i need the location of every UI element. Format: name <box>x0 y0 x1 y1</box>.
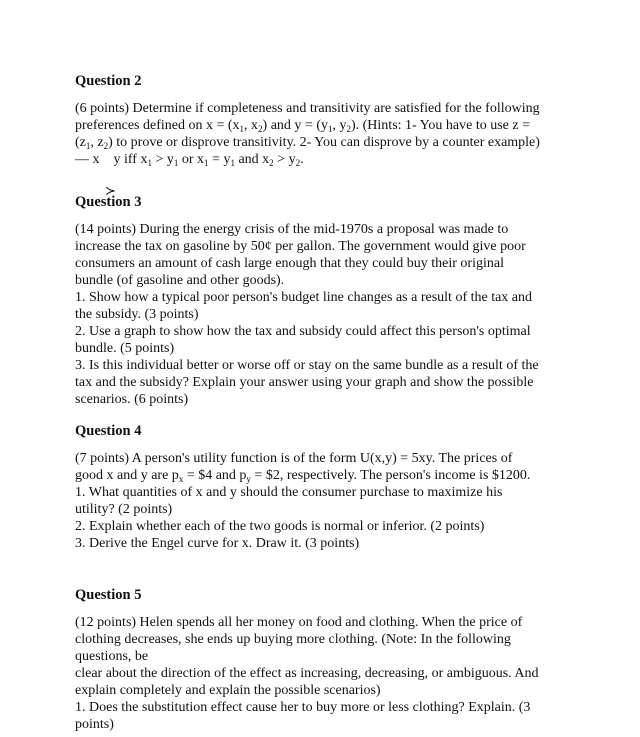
question-5-line: (12 points) Helen spends all her money on food and clothing. When the price of <box>75 615 523 630</box>
question-2-line-3: ($z_1$, $z_2$) to prove or disprove transitivity. 2- You can disprove by a counter example) <box>75 135 540 151</box>
question-3-title: Question 3 <box>75 194 142 210</box>
question-3-line: 2. Use a graph to show how the tax and subsidy could affect this person's optimal <box>75 324 531 339</box>
question-5-line: explain completely and explain the possible scenarios) <box>75 683 381 698</box>
question-3-line: 3. Is this individual better or worse off or stay on the same bundle as a result of the <box>75 358 539 373</box>
question-4 <box>75 423 575 552</box>
question-2-title: Question 2 <box>75 73 142 89</box>
question-2 <box>75 73 575 168</box>
question-5-line: points) <box>75 717 114 732</box>
question-4-line-1: (7 points) A person's utility function is of the form U(x,y) = 5xy. The prices of <box>75 451 513 466</box>
question-5-title: Question 5 <box>75 587 142 603</box>
question-5-line: 1. Does the substitution effect cause her to buy more or less clothing? Explain. (3 <box>75 700 531 715</box>
question-4-line: 3. Derive the Engel curve for x. Draw it. (3 points) <box>75 536 360 551</box>
question-5 <box>75 587 575 733</box>
question-4-line: 2. Explain whether each of the two goods is normal or inferior. (2 points) <box>75 519 485 534</box>
question-3-line: bundle. (5 points) <box>75 341 175 356</box>
question-3-line: tax and the subsidy? Explain your answer using your graph and show the possible <box>75 375 534 390</box>
question-3-line: increase the tax on gasoline by 50¢ per gallon. The government would give poor <box>75 239 526 254</box>
question-3-line: the subsidy. (3 points) <box>75 307 199 322</box>
question-3-line: (14 points) During the energy crisis of the mid-1970s a proposal was made to <box>75 222 509 237</box>
question-5-line: clear about the direction of the effect as increasing, decreasing, or ambiguous. And <box>75 666 539 681</box>
question-2-line-4: — x y iff $x_1 > y_1$ or $x_1 = y_1$ and $x_2 > y_2$. <box>75 152 304 168</box>
question-2-line-2: preferences defined on $x = (x_1$, $x_2$) and $y = (y_1$, $y_2$). (Hints: 1- You have to use z = <box>75 118 530 134</box>
question-4-title: Question 4 <box>75 423 142 439</box>
question-3-line: scenarios. (6 points) <box>75 392 189 407</box>
question-3-line: 1. Show how a typical poor person's budget line changes as a result of the tax and <box>75 290 533 305</box>
question-5-line: questions, be <box>75 649 149 664</box>
question-3-line: bundle (of gasoline and other goods). <box>75 273 285 288</box>
question-4-line-2: good x and y are $p_x$ = $4 and $p_y$ = $2, respectively. The person's income is $1200. <box>75 468 531 484</box>
question-3-line: consumers an amount of cash large enough that they could buy their original <box>75 256 504 271</box>
question-3 <box>75 194 575 408</box>
question-2-line-1: (6 points) Determine if completeness and transitivity are satisfied for the following <box>75 101 540 116</box>
succeeds-symbol: ≻ <box>105 183 116 198</box>
question-4-line: 1. What quantities of x and y should the consumer purchase to maximize his <box>75 485 503 500</box>
question-5-line: clothing decreases, she ends up buying more clothing. (Note: In the following <box>75 632 511 647</box>
question-4-line: utility? (2 points) <box>75 502 173 517</box>
